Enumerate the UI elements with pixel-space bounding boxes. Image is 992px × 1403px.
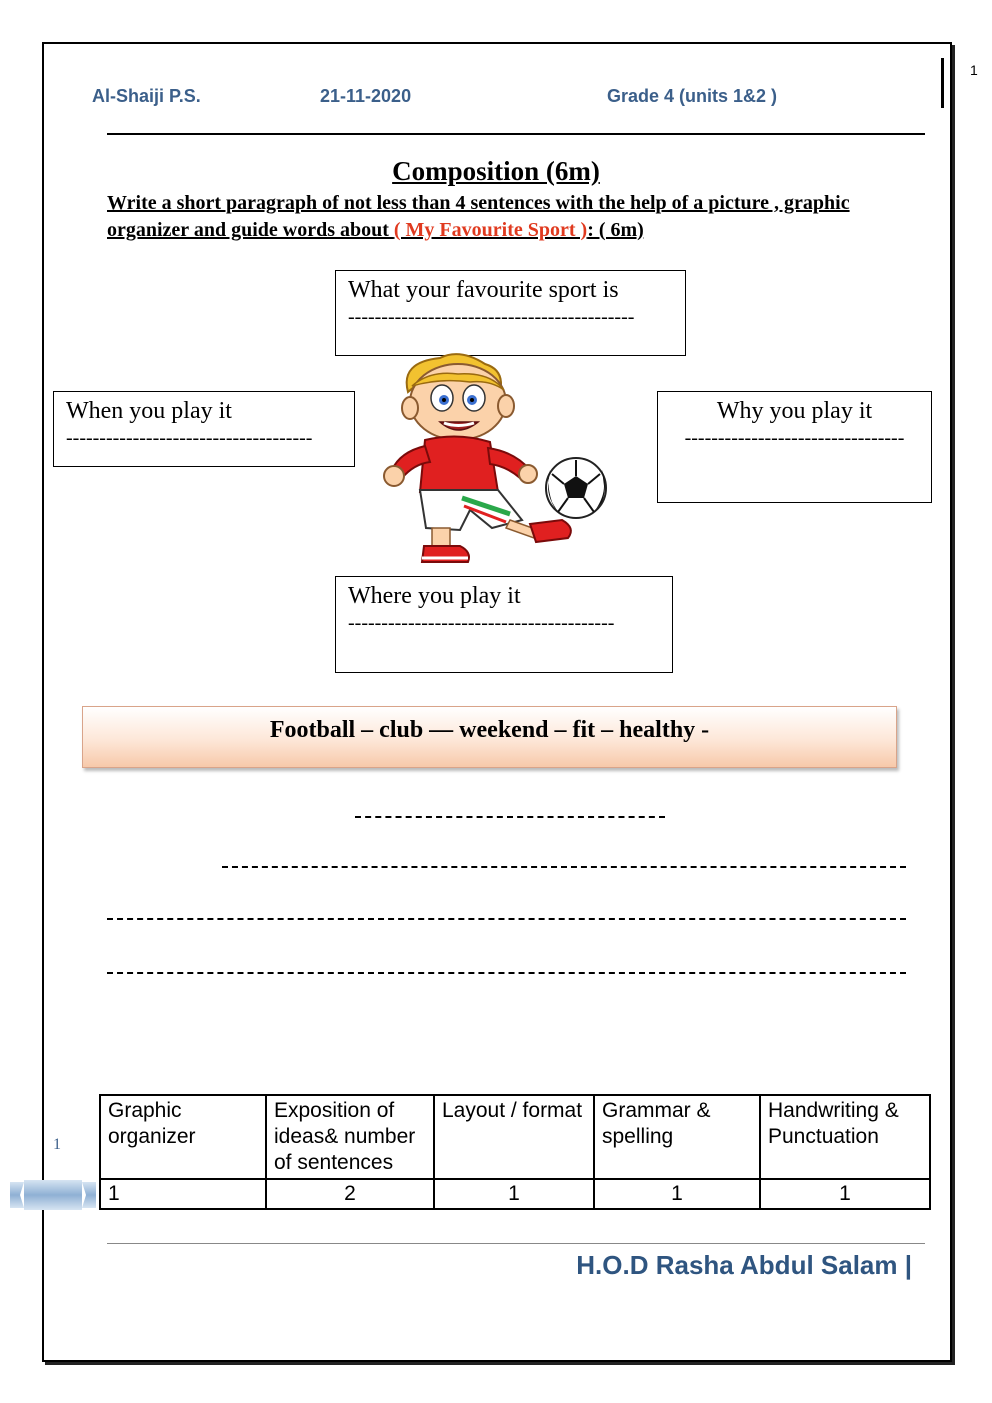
rubric-header-cell: Layout / format xyxy=(434,1095,594,1179)
organizer-when-label: When you play it xyxy=(66,398,232,424)
rubric-header-cell: Handwriting & Punctuation xyxy=(760,1095,930,1179)
rubric-header-row xyxy=(100,1095,930,1179)
organizer-where-box[interactable] xyxy=(335,576,673,673)
footer-divider xyxy=(107,1243,925,1244)
guide-words-banner xyxy=(82,706,897,768)
writing-line-2[interactable] xyxy=(222,866,906,868)
writing-line-1[interactable] xyxy=(355,816,665,818)
grade-units: Grade 4 (units 1&2 ) xyxy=(607,86,778,106)
writing-line-3[interactable] xyxy=(107,918,906,920)
left-page-number: 1 xyxy=(53,1136,61,1153)
organizer-why-line: --------------------------------- xyxy=(684,427,905,449)
organizer-why-label: Why you play it xyxy=(716,398,873,424)
rubric-header-cell: Grammar & spelling xyxy=(594,1095,760,1179)
organizer-where-line: ---------------------------------------- xyxy=(348,612,615,634)
school-name: Al-Shaiji P.S. xyxy=(92,86,201,106)
organizer-why-box[interactable] xyxy=(657,391,932,503)
header-divider xyxy=(107,133,925,135)
guide-words-text: Football – club — weekend – fit – healthy - xyxy=(269,717,710,743)
margin-bar xyxy=(941,58,944,108)
instructions xyxy=(107,190,927,244)
organizer-what-label: What your favourite sport is xyxy=(348,277,619,303)
rubric-header-cell: Graphic organizer xyxy=(100,1095,266,1179)
date: 21-11-2020 xyxy=(320,86,412,106)
instructions-marks: : ( 6m) xyxy=(587,219,644,241)
organizer-what-box[interactable] xyxy=(335,270,686,356)
rubric-header-cell: Exposition of ideas& number of sentences xyxy=(266,1095,434,1179)
page-number: 1 xyxy=(970,62,978,78)
rubric-score-cell: 1 xyxy=(594,1179,760,1209)
rubric-score-cell: 1 xyxy=(760,1179,930,1209)
organizer-where-label: Where you play it xyxy=(348,583,521,609)
organizer-when-box[interactable] xyxy=(53,391,355,467)
writing-line-4[interactable] xyxy=(107,972,906,974)
organizer-what-line: ------------------------------------------- xyxy=(348,306,635,328)
rubric-score-cell: 1 xyxy=(434,1179,594,1209)
rubric-score-cell: 2 xyxy=(266,1179,434,1209)
page-title xyxy=(0,156,992,187)
boy-football-illustration xyxy=(370,352,620,572)
topic-text: ( My Favourite Sport ) xyxy=(393,219,588,241)
rubric-score-cell: 1 xyxy=(100,1179,266,1209)
organizer-when-line: ------------------------------------- xyxy=(66,427,313,449)
rubric-score-row xyxy=(100,1179,930,1209)
instructions-text: Write a short paragraph of not less than 4 sentences with the help of a picture , graphic organizer and guide words about xyxy=(107,192,850,241)
title-text: Composition (6m) xyxy=(392,156,600,186)
ribbon-icon xyxy=(10,1180,96,1210)
rubric-table xyxy=(99,1094,931,1210)
hod-signature: H.O.D Rasha Abdul Salam | xyxy=(576,1250,912,1280)
